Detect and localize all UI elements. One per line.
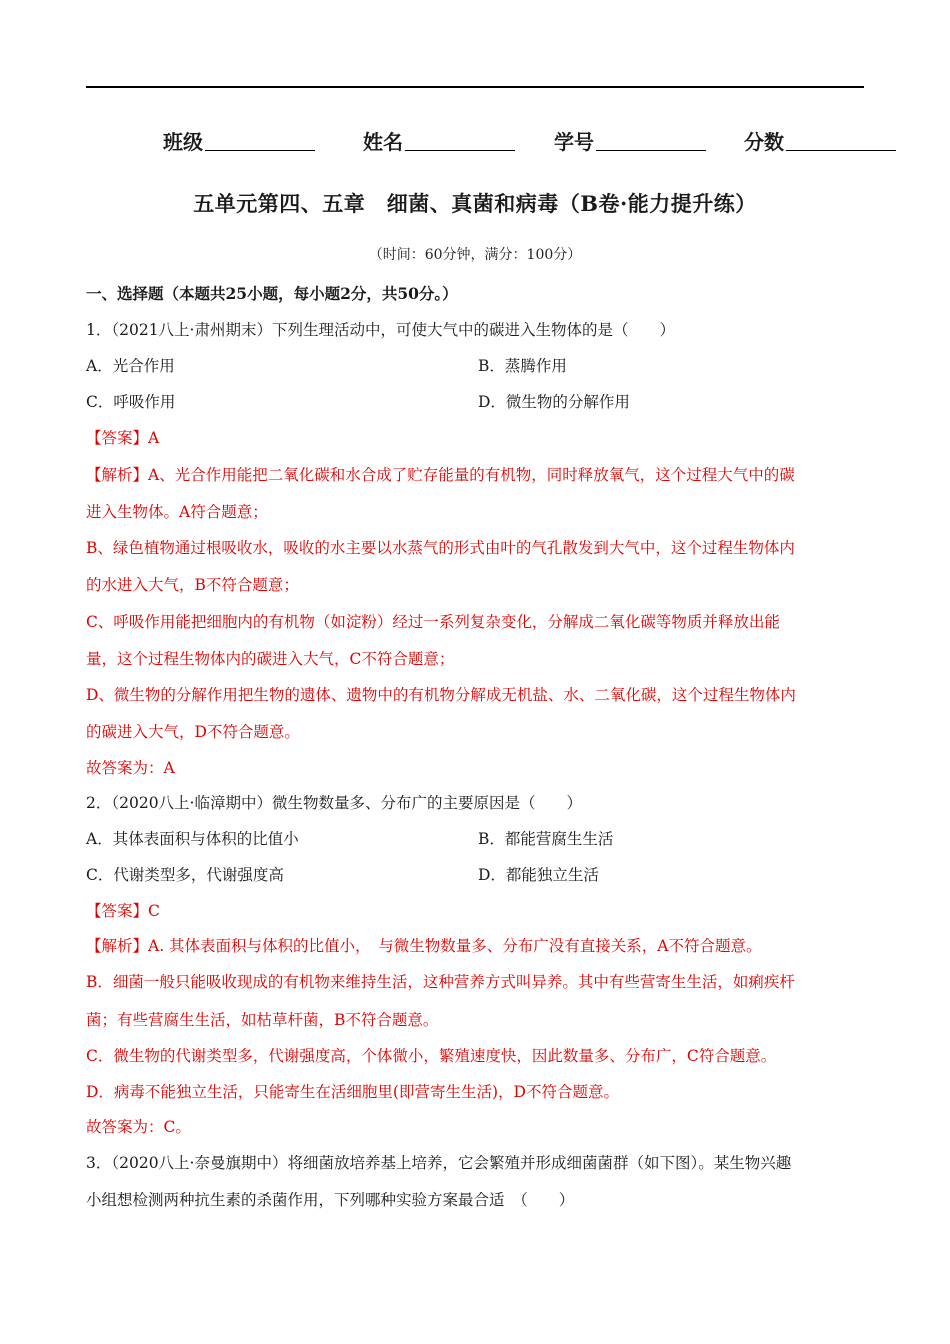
student-info-row [0,126,950,158]
q1-option-a: A．光合作用 [86,357,175,375]
q2-answer: 【答案】C [86,902,160,920]
class-blank[interactable] [205,130,315,151]
q1-answer: 【答案】A [86,429,160,447]
q2-option-c: C．代谢类型多，代谢强度高 [86,866,284,884]
q1-explanation-line: D、微生物的分解作用把生物的遗体、遗物中的有机物分解成无机盐、水、二氧化碳，这个过程生物体内 [86,686,796,704]
q1-explanation-line: 的水进入大气，B不符合题意； [86,576,299,594]
q2-explanation-line: 菌；有些营腐生生活，如枯草杆菌，B不符合题意。 [86,1011,439,1029]
q2-explanation-line: C．微生物的代谢类型多，代谢强度高，个体微小，繁殖速度快，因此数量多、分布广，C符合题意。 [86,1047,777,1065]
student-id-label: 学号 [554,130,594,154]
q1-option-b: B．蒸腾作用 [478,357,567,375]
name-blank[interactable] [405,130,515,151]
section-heading: 一、选择题（本题共25小题，每小题2分，共50分。） [86,284,458,303]
q2-stem: 2．（2020八上·临漳期中）微生物数量多、分布广的主要原因是（ ） [86,794,582,812]
q1-option-c: C．呼吸作用 [86,393,176,411]
q1-explanation-line: 进入生物体。A符合题意； [86,503,268,521]
q2-explanation-line: 【解析】A. 其体表面积与体积的比值小， 与微生物数量多、分布广没有直接关系，A不符合题意。 [86,937,762,955]
q2-explanation-line: D．病毒不能独立生活，只能寄生在活细胞里(即营寄生生活)，D不符合题意。 [86,1083,619,1101]
q2-explanation-line: B．细菌一般只能吸收现成的有机物来维持生活，这种营养方式叫异养。其中有些营寄生生活，如痢疾杆 [86,973,795,991]
score-blank[interactable] [786,130,896,151]
q1-conclusion: 故答案为：A [86,759,175,777]
q2-option-d: D．都能独立生活 [478,866,599,884]
q1-explanation-line: B、绿色植物通过根吸收水，吸收的水主要以水蒸气的形式由叶的气孔散发到大气中，这个过程生物体内 [86,539,795,557]
q2-option-b: B．都能营腐生生活 [478,830,614,848]
top-rule [86,86,864,88]
q3-stem-line: 3．（2020八上·奈曼旗期中）将细菌放培养基上培养，它会繁殖并形成细菌菌群（如下图）。某生物兴趣 [86,1154,792,1172]
q1-explanation-line: 【解析】A、光合作用能把二氧化碳和水合成了贮存能量的有机物，同时释放氧气，这个过程大气中的碳 [86,466,795,484]
q2-option-a: A．其体表面积与体积的比值小 [86,830,299,848]
q1-stem: 1．（2021八上·肃州期末）下列生理活动中，可使大气中的碳进入生物体的是（ ） [86,321,675,339]
score-field[interactable] [744,126,896,155]
q1-option-d: D．微生物的分解作用 [478,393,630,411]
student-id-field[interactable] [554,126,706,155]
score-label: 分数 [744,130,784,154]
q3-stem-line: 小组想检测两种抗生素的杀菌作用，下列哪种实验方案最合适 （ ） [86,1191,575,1209]
student-id-blank[interactable] [596,130,706,151]
class-field[interactable] [163,126,315,155]
page-title: 五单元第四、五章 细菌、真菌和病毒（B卷·能力提升练） [193,191,757,216]
page-subtitle: （时间：60分钟，满分：100分） [368,247,582,263]
q1-explanation-line: C、呼吸作用能把细胞内的有机物（如淀粉）经过一系列复杂变化，分解成二氧化碳等物质并释放出能 [86,613,780,631]
q1-explanation-line: 量，这个过程生物体内的碳进入大气，C不符合题意； [86,650,455,668]
class-label: 班级 [163,130,203,154]
q2-conclusion: 故答案为：C。 [86,1118,191,1136]
q1-explanation-line: 的碳进入大气，D不符合题意。 [86,723,300,741]
name-label: 姓名 [363,130,403,154]
name-field[interactable] [363,126,515,155]
